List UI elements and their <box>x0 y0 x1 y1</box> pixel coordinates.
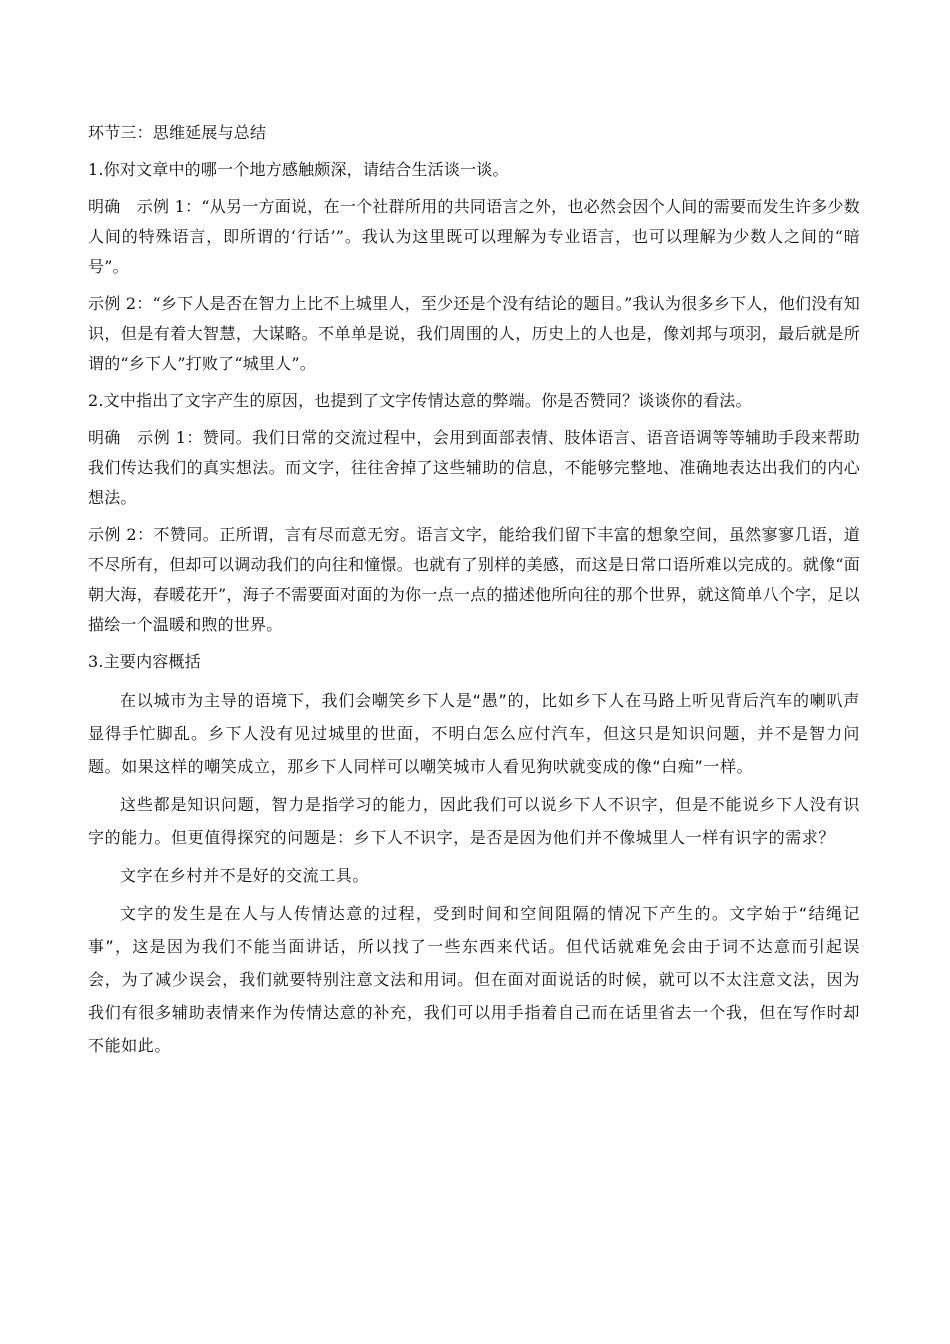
summary-paragraph-3: 文字在乡村并不是好的交流工具。 <box>120 866 370 885</box>
summary-paragraph-2: 这些都是知识问题，智力是指学习的能力，因此我们可以说乡下人不识字，但是不能说乡下人没有识字的能力。但更值得探究的问题是：乡下人不识字，是否是因为他们并不像城里人一样有识字的需求？ <box>88 795 860 847</box>
question-2-answer-example-1: 明确 示例 1：赞同。我们日常的交流过程中，会用到面部表情、肢体语言、语音语调等等辅助手段来帮助我们传达我们的真实想法。而文字，往往舍掉了这些辅助的信息，不能够完整地、准确地表达出我们的内心想法。 <box>88 428 860 507</box>
question-1: 1.你对文章中的哪一个地方感触颇深，请结合生活谈一谈。 <box>88 160 509 179</box>
question-1-answer-example-2: 示例 2：“乡下人是否在智力上比不上城里人，至少还是个没有结论的题目。”我认为很多乡下人，他们没有知识，但是有着大智慧，大谋略。不单单是说，我们周围的人，历史上的人也是，像刘邦与项羽，最后就是所谓的“乡下人”打败了“城里人”。 <box>88 294 860 373</box>
summary-paragraph-4: 文字的发生是在人与人传情达意的过程，受到时间和空间阻隔的情况下产生的。文字始于“结绳记事”，这是因为我们不能当面讲话，所以找了一些东西来代话。但代话就难免会由于词不达意而引起误会，为了减少误会，我们就要特别注意文法和用词。但在面对面说话的时候，就可以不太注意文法，因为我们有很多辅助表情来作为传情达意的补充，我们可以用手指着自己而在话里省去一个我，但在写作时却不能如此。 <box>88 904 860 1055</box>
question-3-heading: 3.主要内容概括 <box>88 652 201 671</box>
document-body <box>88 118 860 1067</box>
question-1-answer-example-1: 明确 示例 1：“从另一方面说，在一个社群所用的共同语言之外，也必然会因个人间的需要而发生许多少数人间的特殊语言，即所谓的‘行话’”。我认为这里既可以理解为专业语言，也可以理解为少数人之间的“暗号”。 <box>88 197 860 276</box>
question-2: 2.文中指出了文字产生的原因，也提到了文字传情达意的弊端。你是否赞同？谈谈你的看法。 <box>88 391 752 410</box>
summary-paragraph-1: 在以城市为主导的语境下，我们会嘲笑乡下人是“愚”的，比如乡下人在马路上听见背后汽车的喇叭声显得手忙脚乱。乡下人没有见过城里的世面，不明白怎么应付汽车，但这只是知识问题，并不是智力问题。如果这样的嘲笑成立，那乡下人同样可以嘲笑城市人看见狗吠就变成的像“白痴”一样。 <box>88 691 860 776</box>
questions-section <box>88 118 860 677</box>
summary-section <box>88 684 860 1062</box>
section-title: 环节三：思维延展与总结 <box>88 123 267 142</box>
question-2-answer-example-2: 示例 2：不赞同。正所谓，言有尽而意无穷。语言文字，能给我们留下丰富的想象空间，虽然寥寥几语，道不尽所有，但却可以调动我们的向往和憧憬。也就有了别样的美感，而这是日常口语所难以完成的。就像“面朝大海，春暖花开”，海子不需要面对面的为你一点一点的描述他所向往的那个世界，就这简单八个字，足以描绘一个温暖和煦的世界。 <box>88 525 860 634</box>
